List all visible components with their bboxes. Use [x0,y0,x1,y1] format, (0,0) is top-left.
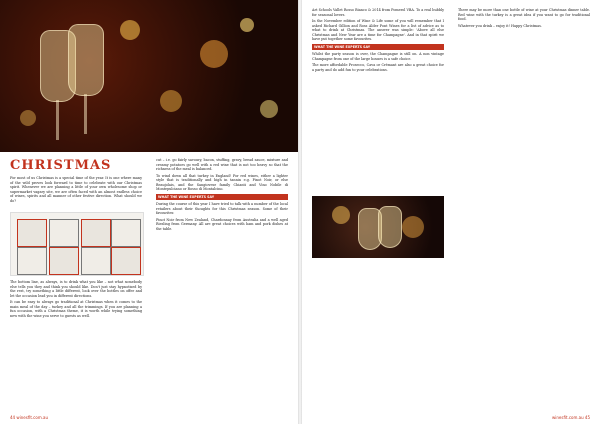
page-footer-right: winesfit.com.au 45 [552,415,590,420]
article-title: CHRISTMAS [10,158,112,173]
paragraph: Whatever you drink – enjoy it! Happy Christmas. [458,23,542,28]
illustration-christmas-cards [10,212,144,276]
hero-photo-champagne-glasses [0,0,298,152]
photo-champagne-toast [312,196,444,258]
paragraph: There may be more than one bottle of wine at your Christmas dinner table. Red wine with the turkey is a great idea if you want to go for traditional food. [458,8,590,21]
left-page [0,0,298,424]
paragraph: Pinot Noir from New Zealand, Chardonnay from Australia and a well aged Riesling from Germany. All are great choices with ham and pork dishes at the table. [156,217,288,231]
section-heading: WHAT THE WINE EXPERTS SAY [312,44,444,51]
right-col-3 [458,8,590,408]
champagne-glass-icon [378,206,402,248]
paragraph: During the course of this year I have tried to talk with a number of the local retailers about their thoughts for this Christmas season. Some of their favourites: [156,202,288,215]
paragraph: The bottom line, as always, is to drink what you like – not what somebody else tells you they and think you should like. Don't just stay hypnotised by the rest, try something a little different, look over the bottles on offer and let the occasion lead you in different directions. [10,280,142,298]
paragraph: In the November edition of Wine & Life some of you will remember that I asked Richard Gillion and Ross Alder Pont Wines for a list of advice as to what to drink at Christmas. The answer was simple: 'Above all else Christmas and New Year are a time for Champagne'. And in that spirit we have put together some favourites. [312,19,444,41]
right-page [302,0,600,424]
page-footer-left: 44 winesfit.com.au [10,415,48,420]
paragraph: For most of us Christmas is a special time of the year. It is one where many of the wild proves look forward to time to celebrate with our Christmas spirit. Whenever we are planning a little of your own wholesome shop or supermarket vagary site, we are often faced with an almost endless choice of wines, spirits and all manner of other festive direction. What should we do? [10,176,142,203]
paragraph: Whilst the party season is over, the Champagne is still on. A non vintage Champagne from one of the large houses is a safe choice. [312,52,444,61]
paragraph: The more affordable Prosecco, Cava or Crémant are also a great choice for a party and do add fun to your celebrations. [312,63,444,72]
paragraph: It can be easy to always go traditional at Christmas when it comes to the main meal of the day – turkey and all the trimmings. If you are planning a fun occasion, with a Christmas theme, it is worth while trying something new with the wine you serve to guests as well. [10,300,142,318]
left-col-1 [10,280,142,410]
left-col-intro [10,176,142,208]
paragraph: cut – i.e. go fairly savoury, bacon, stuffing, gravy, bread sauce, mixture and creamy potatoes go well with a red wine that is not too heavy so that the richness of the meal is balanced. [156,158,288,171]
left-col-2 [156,158,288,408]
section-heading: WHAT THE WINE EXPERTS SAY [156,194,288,201]
right-col-1 [312,8,444,188]
paragraph: Art Schools Vallet Rosso Bianco & 2014 from Pomerol VBA. To a real bubbly for seasonal lovers. [312,8,444,17]
paragraph: To wind down all that turkey in England! For red wines, either a lighter style that is traditionally and high in tannin e.g. Pinot Noir, or else Beaujolais, and the Sangiovese family Chianti and Vino Nobile di Montepulciano or Rosso di Montalcino. [156,173,288,191]
champagne-glass-icon [68,24,104,96]
